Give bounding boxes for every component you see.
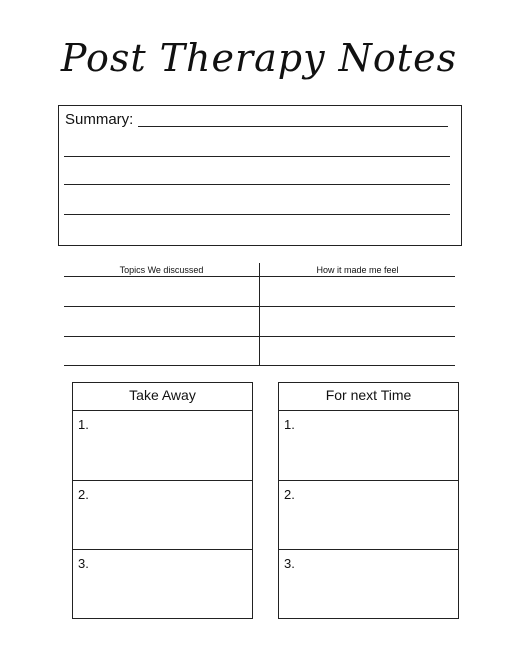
take-away-item-1-number: 1. [78,417,89,432]
take-away-title: Take Away [129,387,196,403]
take-away-card [72,382,253,619]
take-away-item-3-number: 3. [78,556,89,571]
topics-table-row-line-4[interactable] [64,365,455,366]
summary-line-2[interactable] [64,156,450,157]
topics-column-header: Topics We discussed [119,265,204,275]
topics-table-divider [259,263,260,365]
topics-table-row-line-2[interactable] [64,306,455,307]
take-away-item-2[interactable] [73,480,252,549]
take-away-item-3[interactable] [73,549,252,618]
summary-line-3[interactable] [64,184,450,185]
topics-table-row-line-3[interactable] [64,336,455,337]
summary-line-1[interactable] [138,126,448,127]
next-time-item-2-number: 2. [284,487,295,502]
next-time-item-3-number: 3. [284,556,295,571]
feelings-column-header: How it made me feel [316,265,399,275]
next-time-item-1[interactable] [279,410,458,480]
topics-table-row-line-1 [64,276,455,277]
next-time-item-2[interactable] [279,480,458,549]
page-title: Post Therapy Notes [60,36,458,80]
next-time-title: For next Time [325,387,412,403]
next-time-item-3[interactable] [279,549,458,618]
summary-label: Summary: [65,111,134,128]
summary-line-4[interactable] [64,214,450,215]
take-away-item-1[interactable] [73,410,252,480]
next-time-item-1-number: 1. [284,417,295,432]
next-time-card [278,382,459,619]
take-away-item-2-number: 2. [78,487,89,502]
